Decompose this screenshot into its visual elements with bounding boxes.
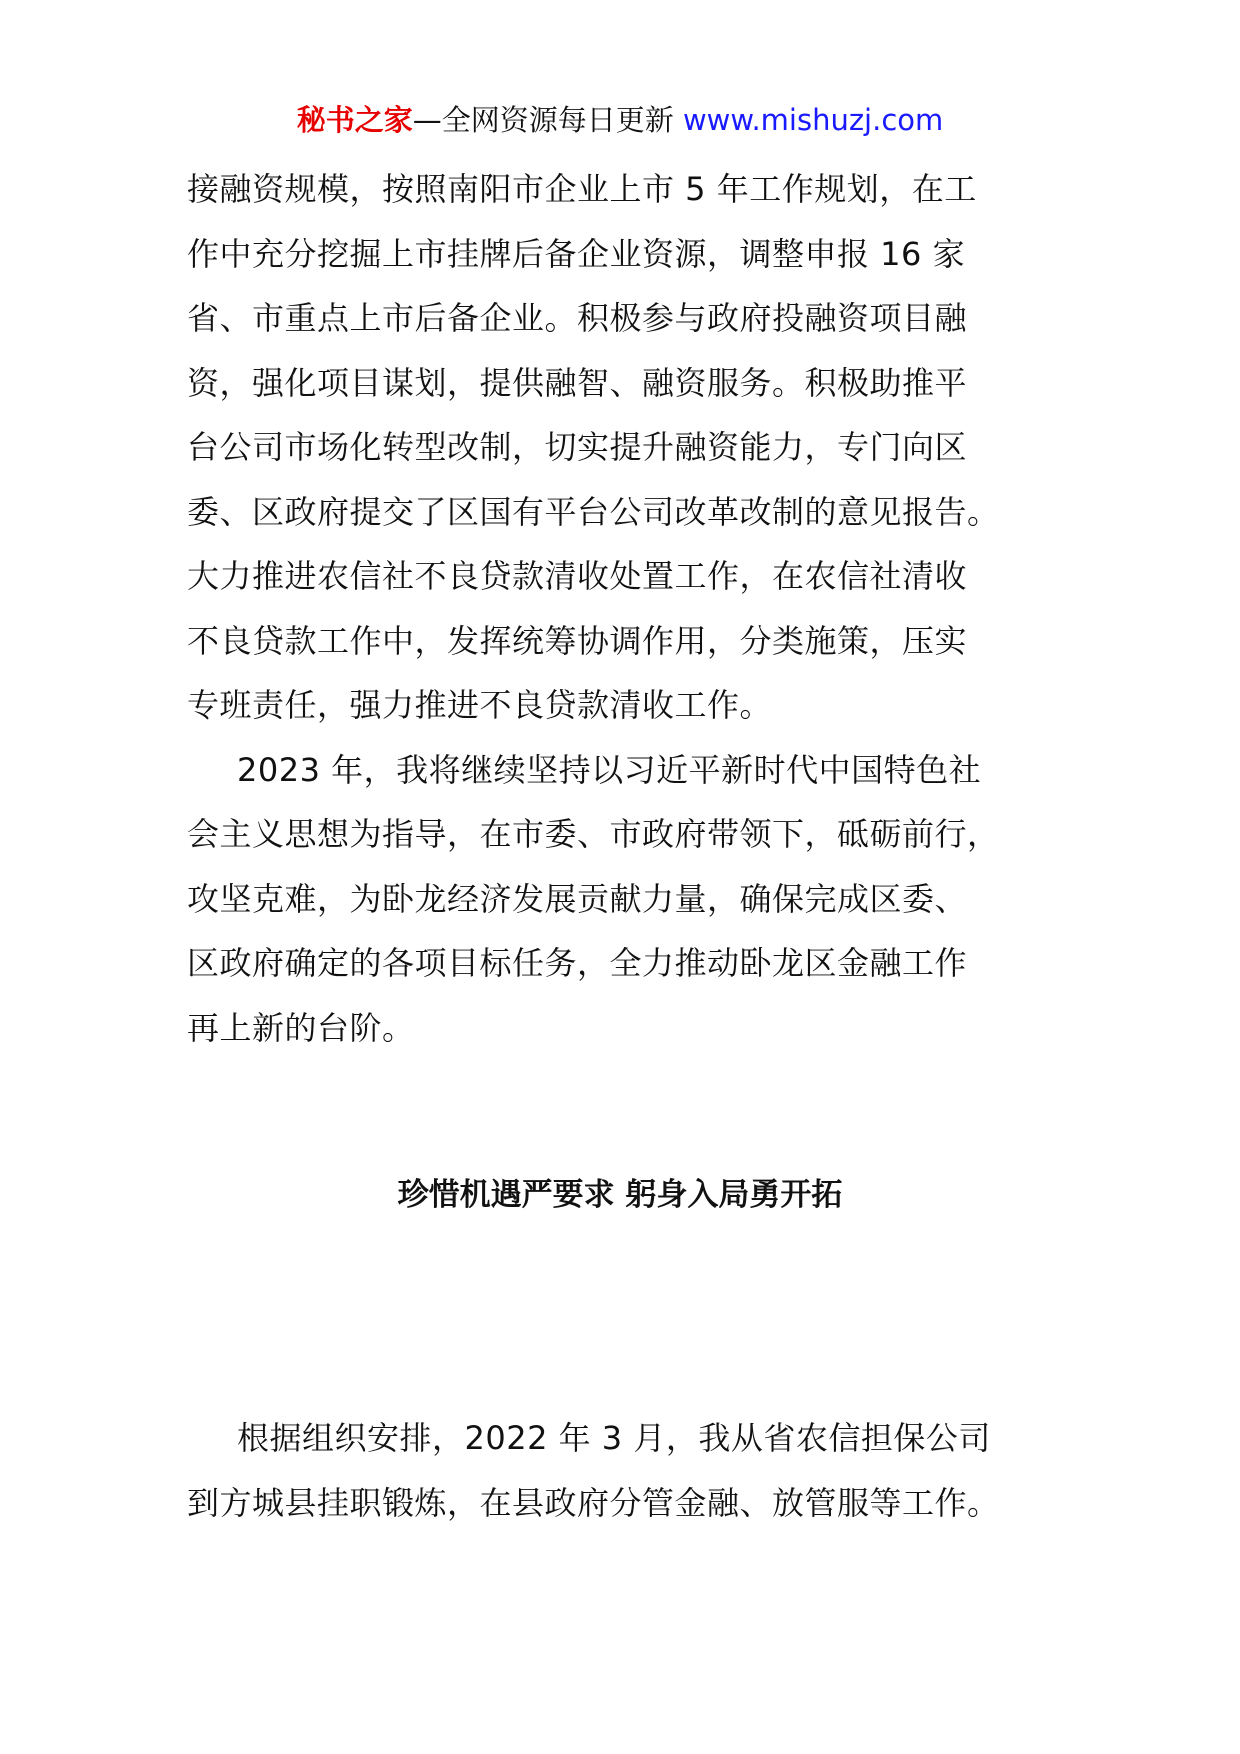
text-line: 会主义思想为指导，在市委、市政府带领下，砥砺前行，	[187, 815, 1000, 853]
body-text-top	[187, 157, 1087, 1060]
text-line: 攻坚克难，为卧龙经济发展贡献力量，确保完成区委、	[187, 879, 968, 918]
header-slogan: —全网资源每日更新	[412, 103, 674, 137]
page-header	[0, 100, 1240, 140]
text-line: 再上新的台阶。	[187, 1008, 415, 1047]
text-line: 到方城县挂职锻炼，在县政府分管金融、放管服等工作。	[187, 1483, 1000, 1522]
text-line: 专班责任，强力推进不良贷款清收工作。	[187, 686, 773, 724]
article-title: 珍惜机遇严要求 躬身入局勇开拓	[397, 1177, 843, 1213]
text-line: 省、市重点上市后备企业。积极参与政府投融资项目融	[187, 299, 968, 337]
text-line: 大力推进农信社不良贷款清收处置工作，在农信社清收	[187, 557, 968, 595]
text-line: 不良贷款工作中，发挥统筹协调作用，分类施策，压实	[187, 621, 968, 660]
text-line: 委、区政府提交了区国有平台公司改革改制的意见报告。	[187, 492, 1000, 531]
text-line: 根据组织安排，2022 年 3 月，我从省农信担保公司	[237, 1419, 991, 1457]
article-body	[187, 1406, 1087, 1535]
text-line: 作中充分挖掘上市挂牌后备企业资源，调整申报 16 家	[187, 234, 966, 273]
text-line: 台公司市场化转型改制，切实提升融资能力，专门向区	[187, 428, 968, 466]
header-url-link[interactable]: www.mishuzj.com	[682, 103, 944, 137]
text-line: 接融资规模，按照南阳市企业上市 5 年工作规划，在工	[187, 170, 977, 208]
text-line: 区政府确定的各项目标任务，全力推动卧龙区金融工作	[187, 944, 968, 982]
text-line: 2023 年，我将继续坚持以习近平新时代中国特色社	[237, 750, 982, 789]
text-line: 资，强化项目谋划，提供融智、融资服务。积极助推平	[187, 363, 968, 402]
header-brand: 秘书之家	[296, 103, 413, 137]
